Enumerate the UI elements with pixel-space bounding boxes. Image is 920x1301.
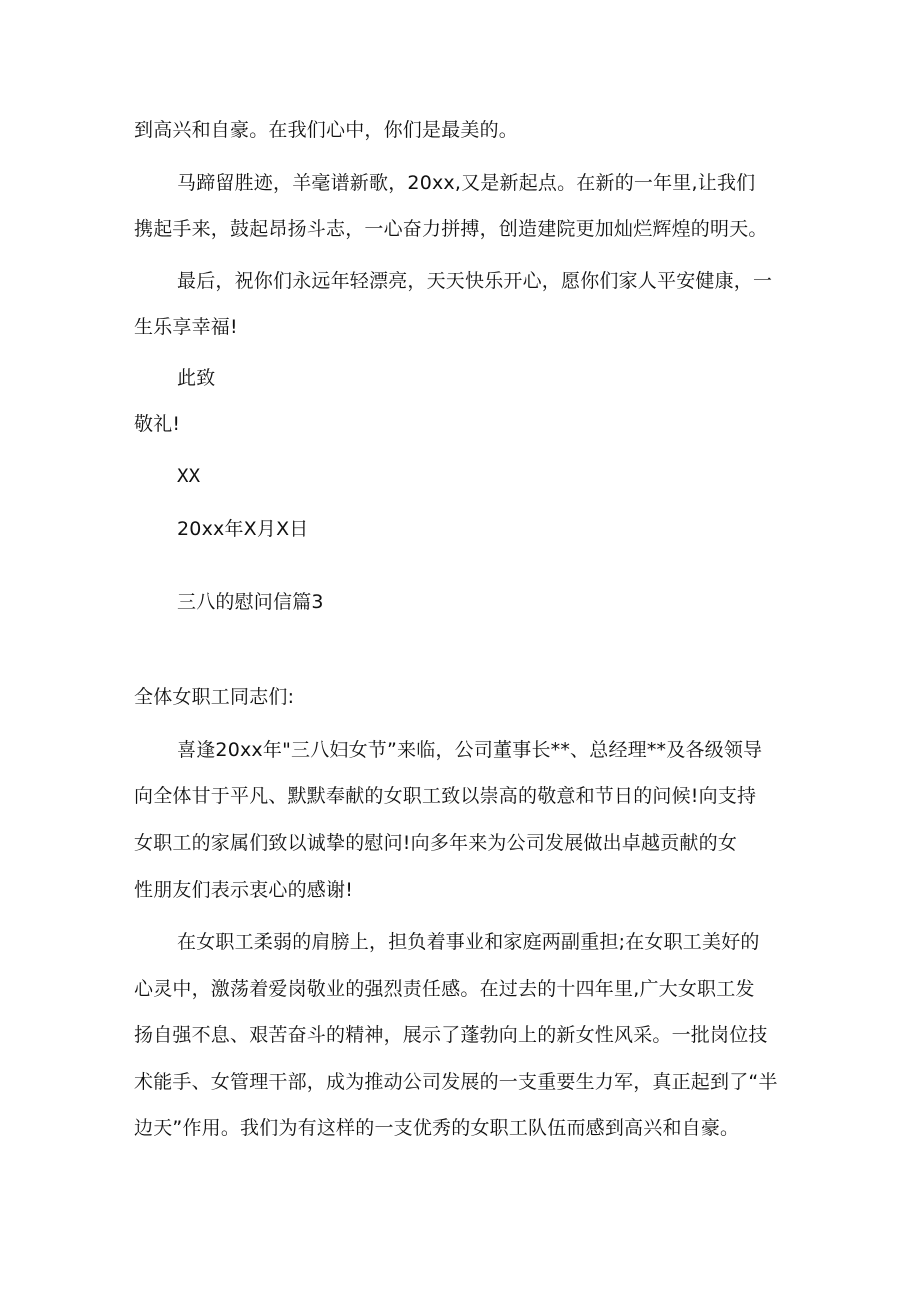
new-year-paragraph-line-2: 携起手来，鼓起昂扬斗志，一心奋力拼搏，创造建院更加灿烂辉煌的明天。: [134, 218, 768, 240]
praise-paragraph-line-1: 在女职工柔弱的肩膀上，担负着事业和家庭两副重担;在女职工美好的: [177, 931, 760, 953]
praise-paragraph-line-3: 扬自强不息、艰苦奋斗的精神，展示了蓬勃向上的新女性风采。一批岗位技: [134, 1024, 768, 1046]
wishes-paragraph-line-2: 生乐享幸福!: [134, 316, 238, 338]
greeting-paragraph-line-1: 喜逢20xx年"三八妇女节”来临，公司董事长**、总经理**及各级领导: [177, 739, 763, 761]
section-title: 三八的慰问信篇3: [177, 591, 324, 613]
praise-paragraph-line-4: 术能手、女管理干部，成为推动公司发展的一支重要生力军，真正起到了“半: [134, 1071, 778, 1093]
date-line: 20xx年X月X日: [177, 518, 309, 540]
salutation: 全体女职工同志们:: [134, 686, 295, 708]
wishes-paragraph-line-1: 最后，祝你们永远年轻漂亮，天天快乐开心，愿你们家人平安健康，一: [177, 270, 773, 292]
greeting-paragraph-line-2: 向全体甘于平凡、默默奉献的女职工致以崇高的敬意和节日的问候!向支持: [134, 785, 757, 807]
intro-tail-line: 到高兴和自豪。在我们心中，你们是最美的。: [134, 119, 519, 141]
greeting-paragraph-line-3: 女职工的家属们致以诚挚的慰问!向多年来为公司发展做出卓越贡献的女: [134, 832, 738, 854]
signature: XX: [177, 465, 201, 487]
closing-ci-zhi: 此致: [177, 367, 216, 389]
closing-jing-li: 敬礼!: [134, 413, 181, 435]
praise-paragraph-line-2: 心灵中，激荡着爱岗敬业的强烈责任感。在过去的十四年里,广大女职工发: [134, 978, 755, 1000]
praise-paragraph-line-5: 边天”作用。我们为有这样的一支优秀的女职工队伍而感到高兴和自豪。: [134, 1117, 740, 1139]
new-year-paragraph-line-1: 马蹄留胜迹，羊毫谱新歌，20xx,又是新起点。在新的一年里,让我们: [177, 172, 756, 194]
greeting-paragraph-line-4: 性朋友们表示衷心的感谢!: [134, 879, 354, 901]
